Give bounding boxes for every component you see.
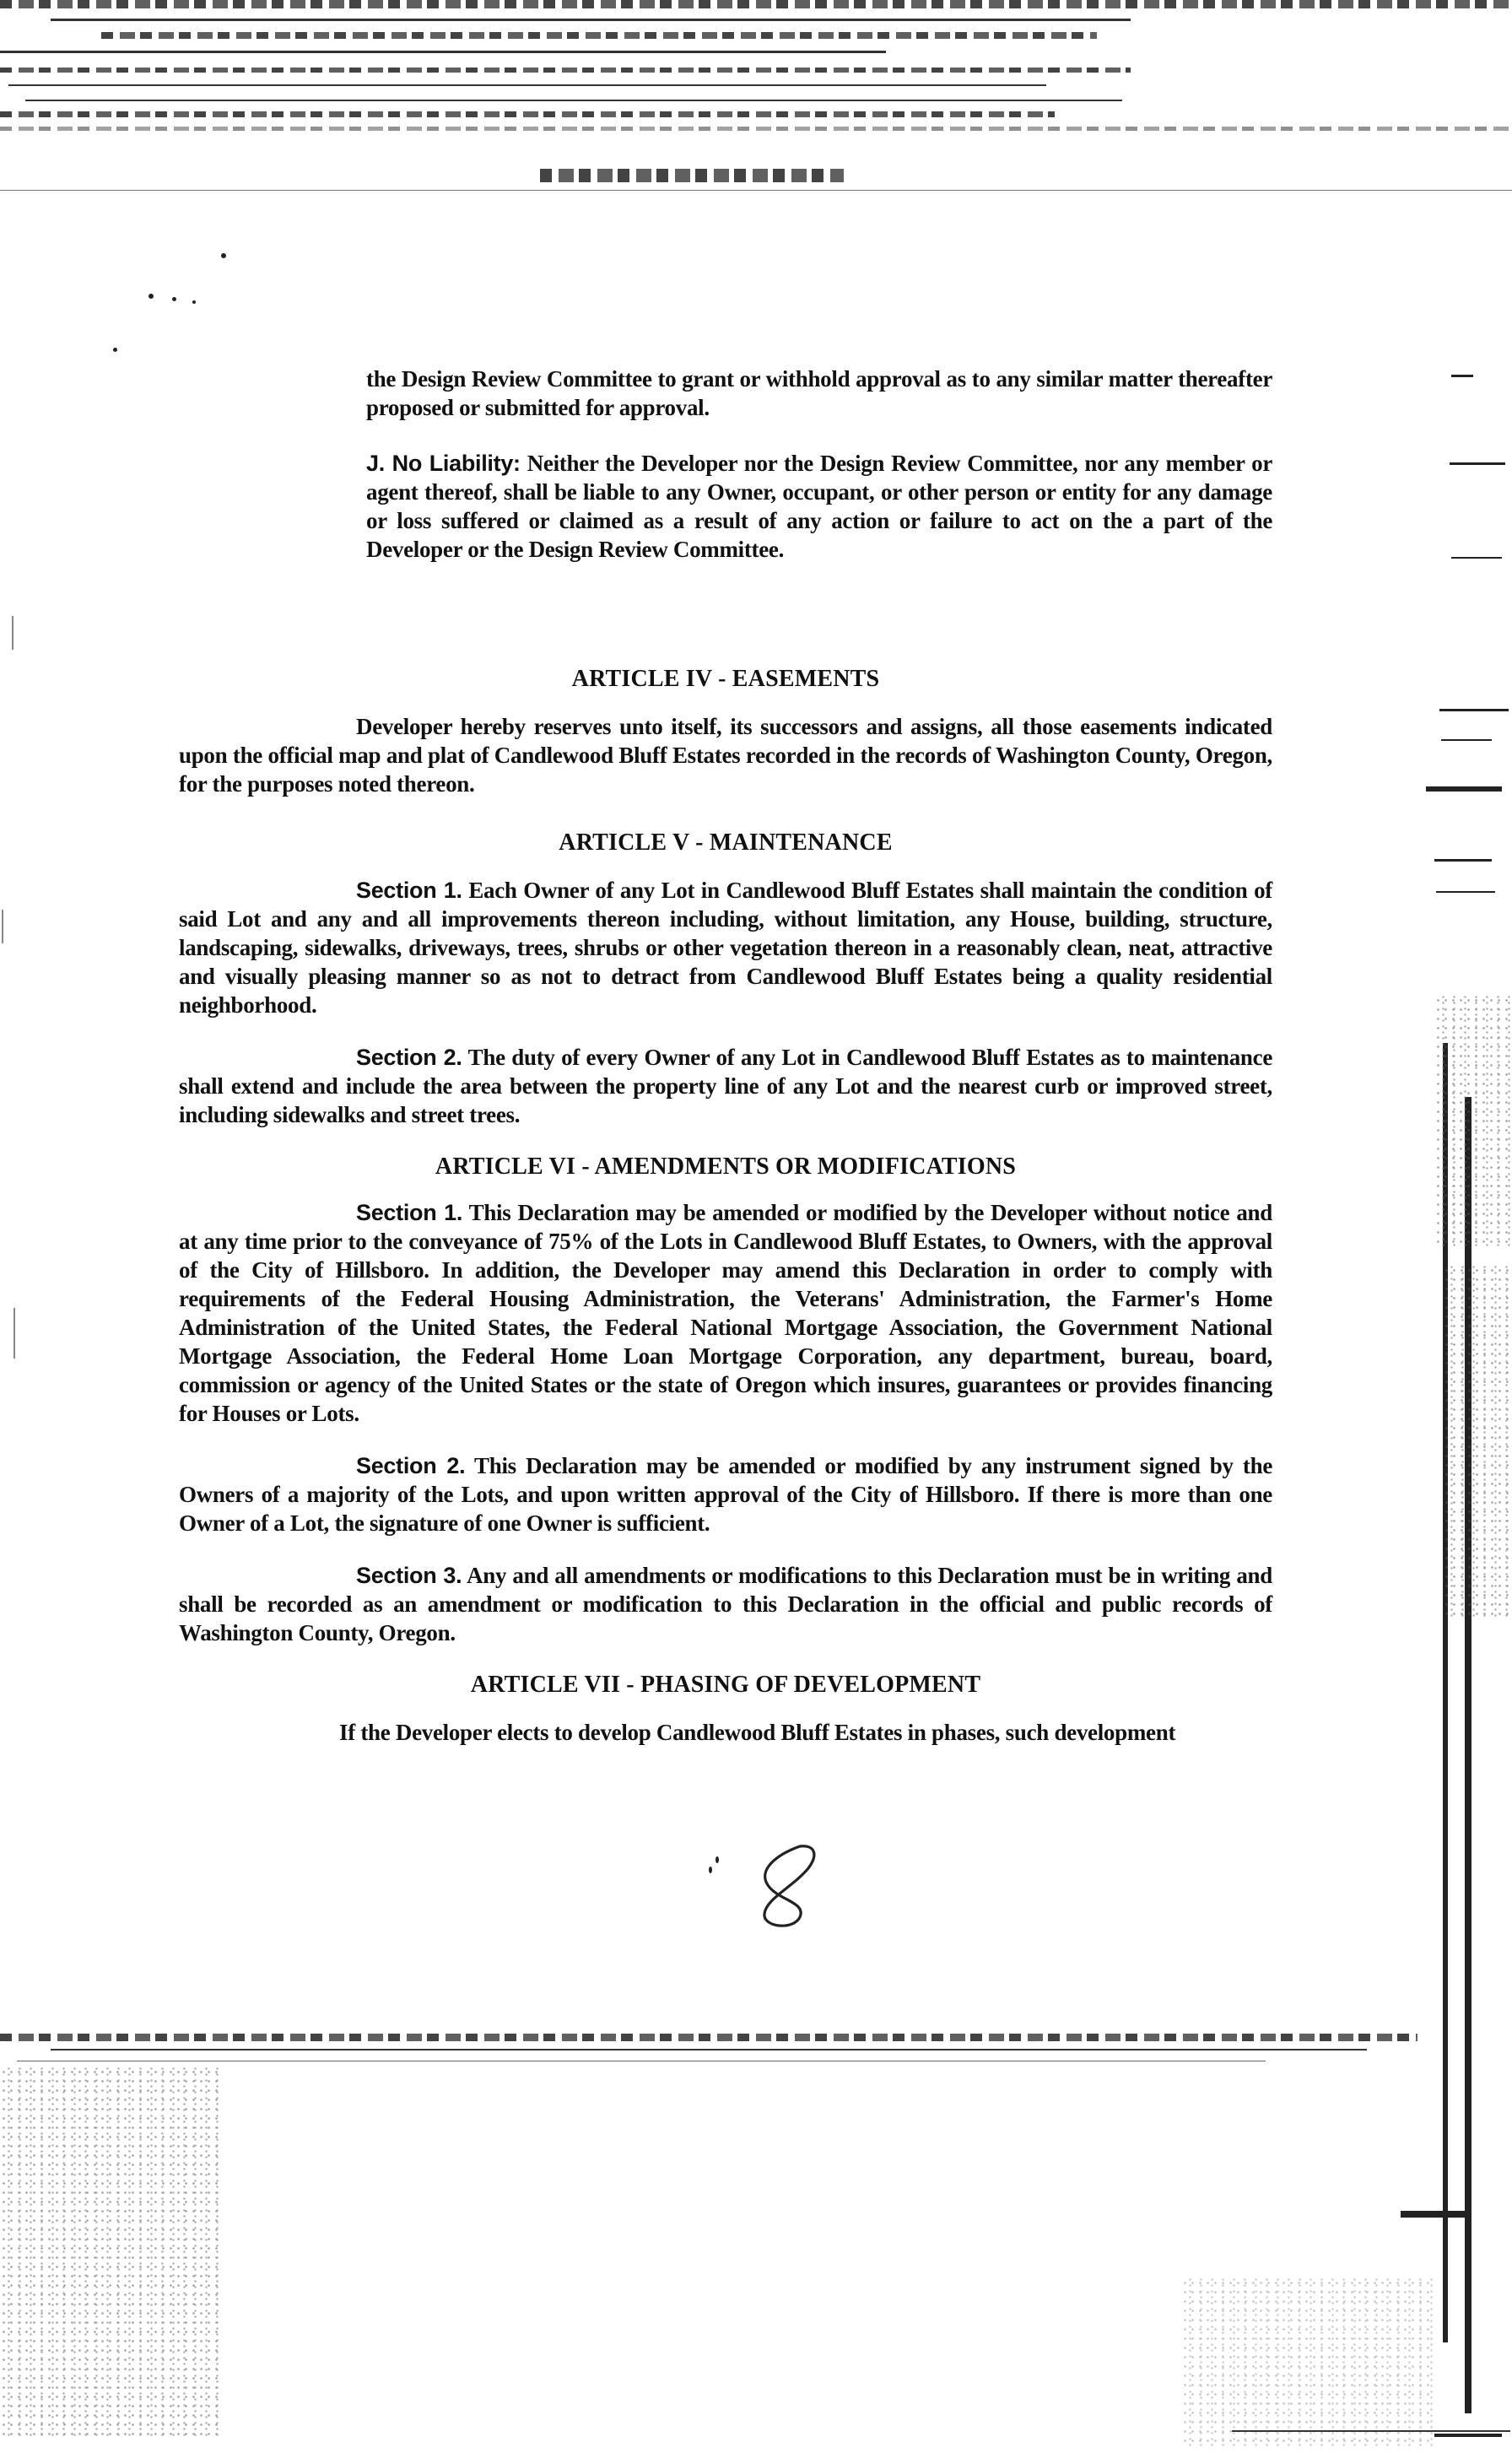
article-6-section-2	[179, 1451, 1272, 1537]
article-5-section-1	[179, 876, 1272, 1019]
no-liability-label: J. No Liability:	[366, 451, 521, 476]
article-5-heading: ARTICLE V - MAINTENANCE	[559, 829, 893, 856]
article-6-section-1-label: Section 1.	[356, 1200, 463, 1225]
continuation-paragraph: the Design Review Committee to grant or withhold approval as to any similar matter thereafter proposed or submitted for approval.	[366, 366, 1272, 420]
article-4-heading: ARTICLE IV - EASEMENTS	[571, 666, 880, 692]
no-liability-text: Neither the Developer nor the Design Review Committee, nor any member or agent thereof, shall be liable to any Owner, occupant, or other person or entity for any damage or loss suffered or claimed as a result of any action or failure to act on the a part of the Developer or the Design Review Committee.	[366, 451, 1273, 562]
article-4-paragraph: Developer hereby reserves unto itself, its successors and assigns, all those easements indicated upon the official map and plat of Candlewood Bluff Estates recorded in the records of Washington County, Oregon, for the purposes noted thereon.	[179, 714, 1272, 797]
article-6-section-3-label: Section 3.	[356, 1563, 462, 1588]
document-body	[179, 365, 1272, 1747]
article-5-section-1-text: Each Owner of any Lot in Candlewood Bluff Estates shall maintain the condition of said Lot and any and all improvements thereon including, without limitation, any House, building, structure, landscaping, sidewalks, driveways, trees, shrubs or other vegetation thereon in a reasonably clean, neat, attractive and visually pleasing manner so as not to detract from Candlewood Bluff Estates being a quality residential neighborhood.	[179, 878, 1272, 1018]
article-5-section-2-text: The duty of every Owner of any Lot in Candlewood Bluff Estates as to maintenance shall extend and include the area between the property line of any Lot and the nearest curb or improved street, including sidewalks and street trees.	[179, 1045, 1272, 1127]
article-6-section-2-label: Section 2.	[356, 1453, 466, 1478]
article-6-section-1	[179, 1198, 1272, 1428]
article-7-heading: ARTICLE VII - PHASING OF DEVELOPMENT	[470, 1672, 981, 1698]
page-number	[734, 1840, 835, 1932]
article-7-paragraph: If the Developer elects to develop Candlewood Bluff Estates in phases, such development	[339, 1720, 1176, 1745]
article-6-section-1-text: This Declaration may be amended or modified by the Developer without notice and at any time prior to the conveyance of 75% of the Lots in Candlewood Bluff Estates, to Owners, with the approval of the City of Hillsboro. In addition, the Developer may amend this Declaration in order to comply with requirements of the Federal Housing Administration, the Veterans' Administration, the Farmer's Home Administration of the United States, the Federal National Mortgage Association, the Government National Mortgage Association, the Federal Home Loan Mortgage Corporation, any department, bureau, board, commission or agency of the United States or the state of Oregon which insures, guarantees or provides financing for Houses or Lots.	[179, 1200, 1272, 1426]
article-6-section-3-text: Any and all amendments or modifications to this Declaration must be in writing and shall be recorded as an amendment or modification to this Declaration in the official and public records of Washington County, Oregon.	[179, 1563, 1272, 1645]
article-6-section-3	[179, 1561, 1272, 1647]
article-5-section-1-label: Section 1.	[356, 878, 462, 903]
article-5-section-2	[179, 1043, 1272, 1129]
article-6-heading: ARTICLE VI - AMENDMENTS OR MODIFICATIONS	[435, 1154, 1017, 1180]
article-6-section-2-text: This Declaration may be amended or modified by any instrument signed by the Owners of a majority of the Lots, and upon written approval of the City of Hillsboro. If there is more than one Owner of a Lot, the signature of one Owner is sufficient.	[179, 1453, 1273, 1536]
handwritten-page-number-icon	[734, 1840, 835, 1932]
article-5-section-2-label: Section 2.	[356, 1045, 462, 1070]
no-liability-paragraph	[366, 449, 1272, 564]
